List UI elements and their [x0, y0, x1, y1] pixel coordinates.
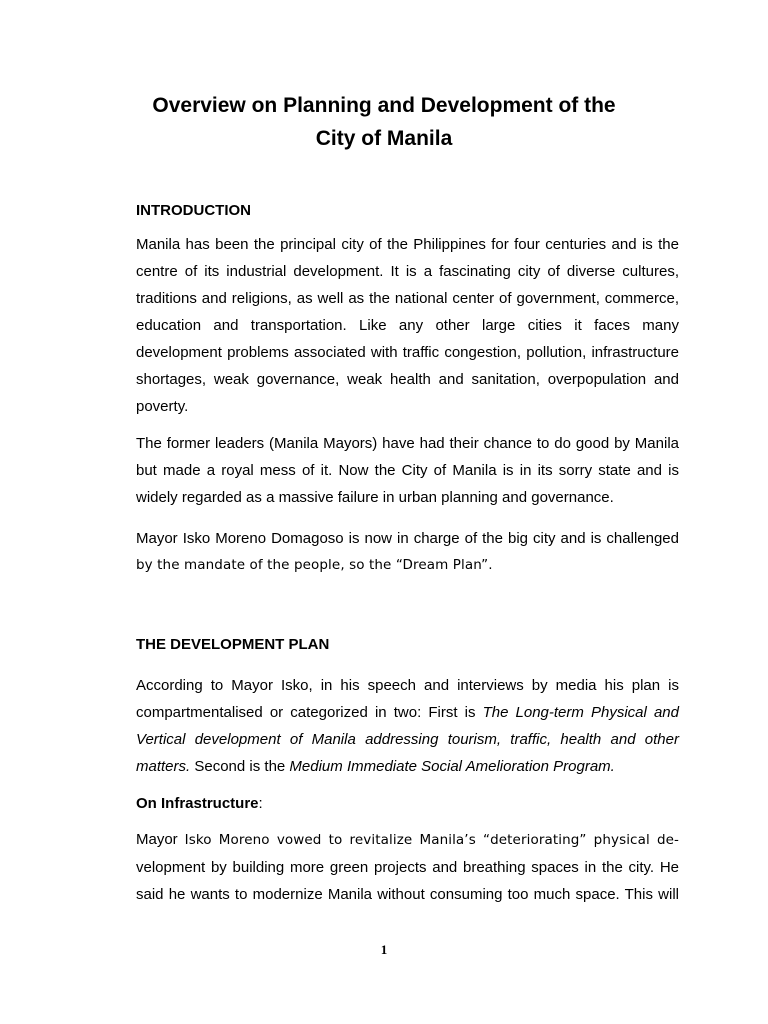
text-segment: Mayor	[136, 831, 185, 848]
text-line: widely regarded as a massive failure in urban planning and governance.	[136, 489, 614, 506]
document-title	[100, 89, 668, 155]
text-line	[136, 753, 679, 780]
text-line	[136, 699, 679, 726]
text-line: by the mandate of the people, so the “Dream Plan”.	[136, 557, 493, 573]
text-line: development problems associated with traffic congestion, pollution, infrastructure	[136, 344, 679, 361]
intro-paragraph-3	[136, 525, 679, 579]
development-plan-paragraph	[136, 672, 679, 780]
title-line-2: City of Manila	[315, 127, 453, 150]
text-line	[136, 826, 679, 854]
text-line: traditions and religions, as well as the national center of government, commerce,	[136, 290, 679, 307]
infrastructure-heading	[136, 794, 263, 814]
program-name: Medium Immediate Social Amelioration Program.	[289, 758, 615, 775]
introduction-heading: INTRODUCTION	[136, 202, 251, 219]
text-line: centre of its industrial development. It is a fascinating city of diverse cultures,	[136, 263, 679, 280]
text-line: velopment by building more green projects and breathing spaces in the city. He	[136, 859, 679, 876]
text-line: Manila has been the principal city of the Philippines for four centuries and is the	[136, 236, 679, 253]
text-segment: Isko Moreno vowed to revitalize Manila’s “deteriorating” physical de-	[184, 832, 680, 848]
text-line: shortages, weak governance, weak health and sanitation, overpopulation and	[136, 371, 679, 388]
text-line: poverty.	[136, 398, 189, 415]
title-line-1: Overview on Planning and Development of the	[152, 94, 616, 117]
infrastructure-heading-text: On Infrastructure	[136, 795, 259, 812]
infrastructure-paragraph	[136, 826, 679, 908]
emphasis-text: matters.	[136, 758, 191, 775]
text-line: but made a royal mess of it. Now the City of Manila is in its sorry state and is	[136, 462, 679, 479]
emphasis-line: Vertical development of Manila addressing tourism, traffic, health and other	[136, 731, 679, 748]
page-number: 1	[380, 942, 388, 957]
text-line: education and transportation. Like any other large cities it faces many	[136, 317, 679, 334]
text-line: According to Mayor Isko, in his speech and interviews by media his plan is	[136, 677, 679, 694]
text-line: Mayor Isko Moreno Domagoso is now in charge of the big city and is challenged	[136, 530, 679, 547]
text-segment: Second is the	[190, 758, 290, 775]
text-segment: compartmentalised or categorized in two: First is	[136, 704, 483, 721]
text-line: The former leaders (Manila Mayors) have had their chance to do good by Manila	[136, 435, 679, 452]
intro-paragraph-1	[136, 231, 679, 420]
text-line: said he wants to modernize Manila without consuming too much space. This will	[136, 886, 679, 903]
intro-paragraph-2	[136, 430, 679, 511]
development-plan-heading: THE DEVELOPMENT PLAN	[136, 636, 330, 653]
heading-colon: :	[258, 795, 263, 812]
emphasis-text: The Long-term Physical and	[482, 704, 679, 721]
